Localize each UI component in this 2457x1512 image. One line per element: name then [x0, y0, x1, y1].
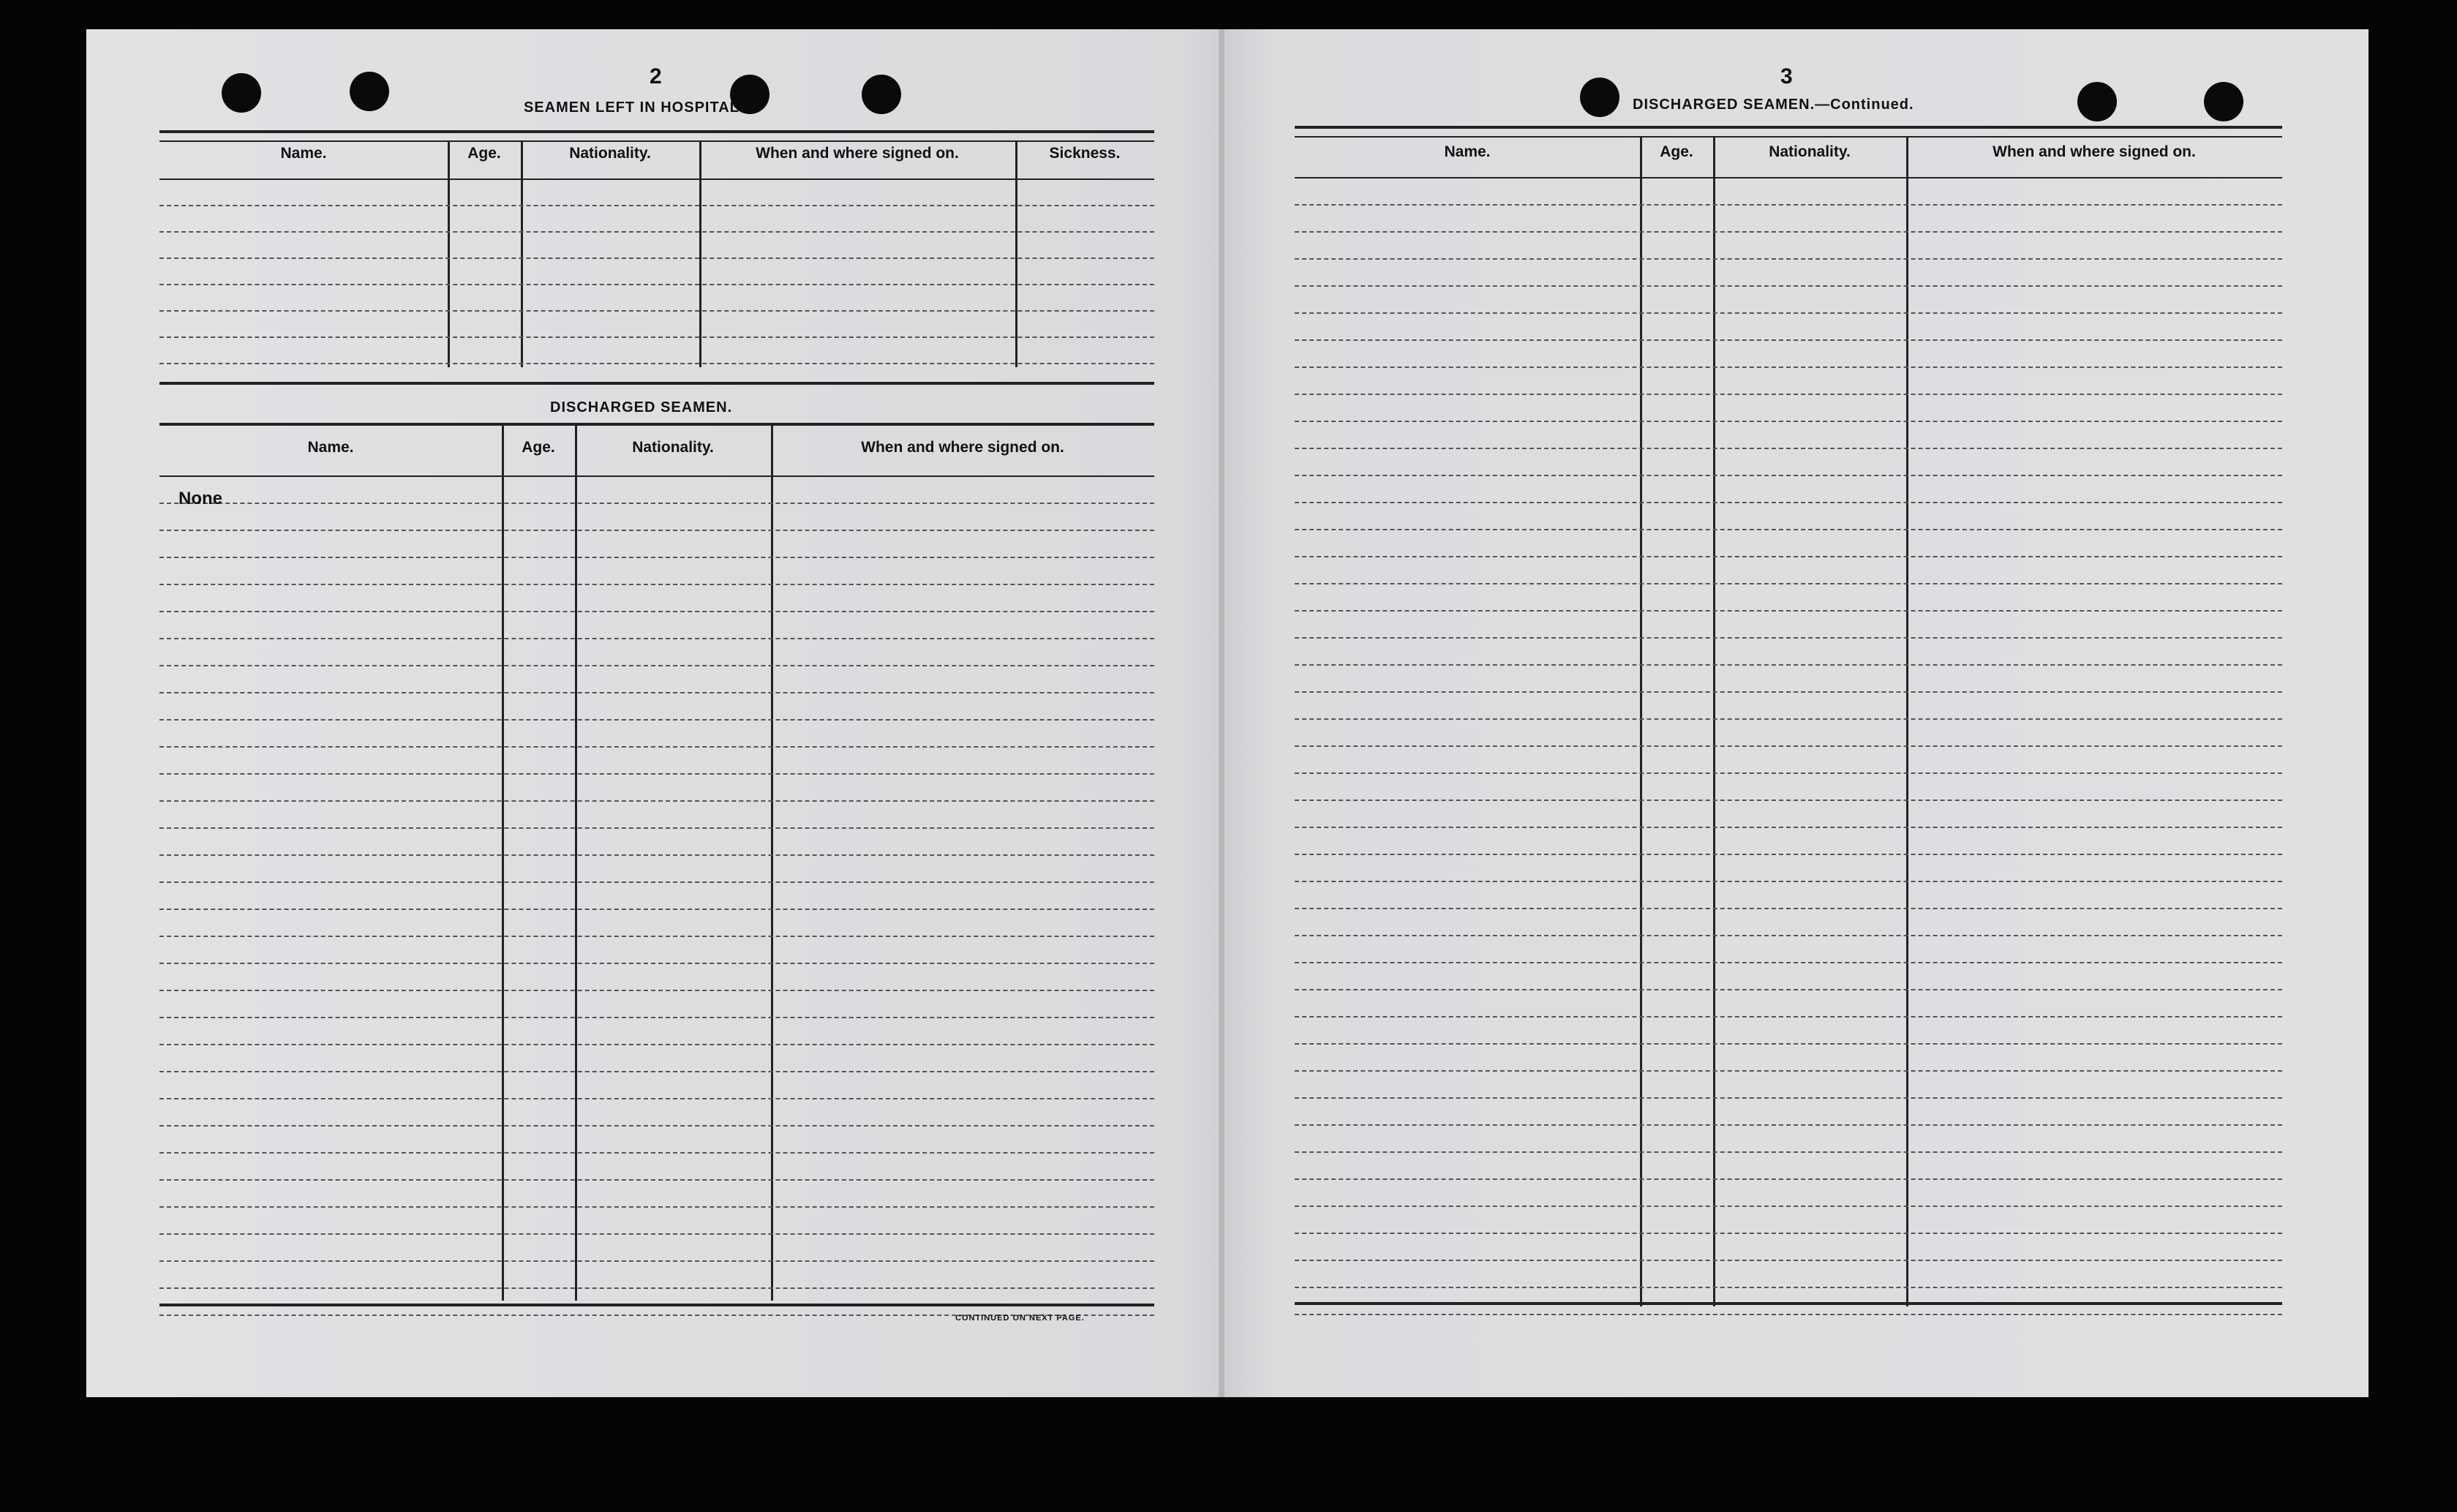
- punch-hole: [2204, 82, 2243, 121]
- discharged-table: [159, 423, 1154, 1309]
- discharged-entry-none: None: [178, 489, 222, 508]
- col-header-age: Age.: [522, 439, 555, 456]
- discharged-section-title: DISCHARGED SEAMEN.: [550, 399, 733, 415]
- continued-note: CONTINUED ON NEXT PAGE.: [955, 1314, 1085, 1323]
- col-header-signed-on: When and where signed on.: [861, 439, 1064, 456]
- page-number-right: 3: [1780, 64, 1793, 89]
- discharged-continued-title: DISCHARGED SEAMEN.—Continued.: [1633, 97, 1914, 113]
- punch-hole: [2077, 82, 2117, 121]
- punch-hole: [1580, 78, 1619, 117]
- hospital-section-title: SEAMEN LEFT IN HOSPITAL.: [524, 99, 745, 116]
- punch-hole: [862, 75, 901, 114]
- page-number-left: 2: [650, 64, 662, 89]
- punch-hole: [350, 72, 389, 111]
- col-header-nationality: Nationality.: [1769, 143, 1851, 160]
- col-header-name: Name.: [307, 439, 354, 456]
- punch-hole: [222, 73, 261, 113]
- center-fold: [1219, 29, 1224, 1397]
- col-header-name: Name.: [1444, 143, 1491, 160]
- col-header-sickness: Sickness.: [1049, 145, 1121, 162]
- col-header-signed-on: When and where signed on.: [756, 145, 959, 162]
- discharged-continued-table: [1295, 126, 2282, 1311]
- col-header-age: Age.: [1660, 143, 1693, 160]
- hospital-table: [159, 130, 1154, 386]
- col-header-nationality: Nationality.: [569, 145, 651, 162]
- col-header-age: Age.: [467, 145, 501, 162]
- col-header-signed-on: When and where signed on.: [1993, 143, 2196, 160]
- col-header-name: Name.: [280, 145, 327, 162]
- col-header-nationality: Nationality.: [632, 439, 714, 456]
